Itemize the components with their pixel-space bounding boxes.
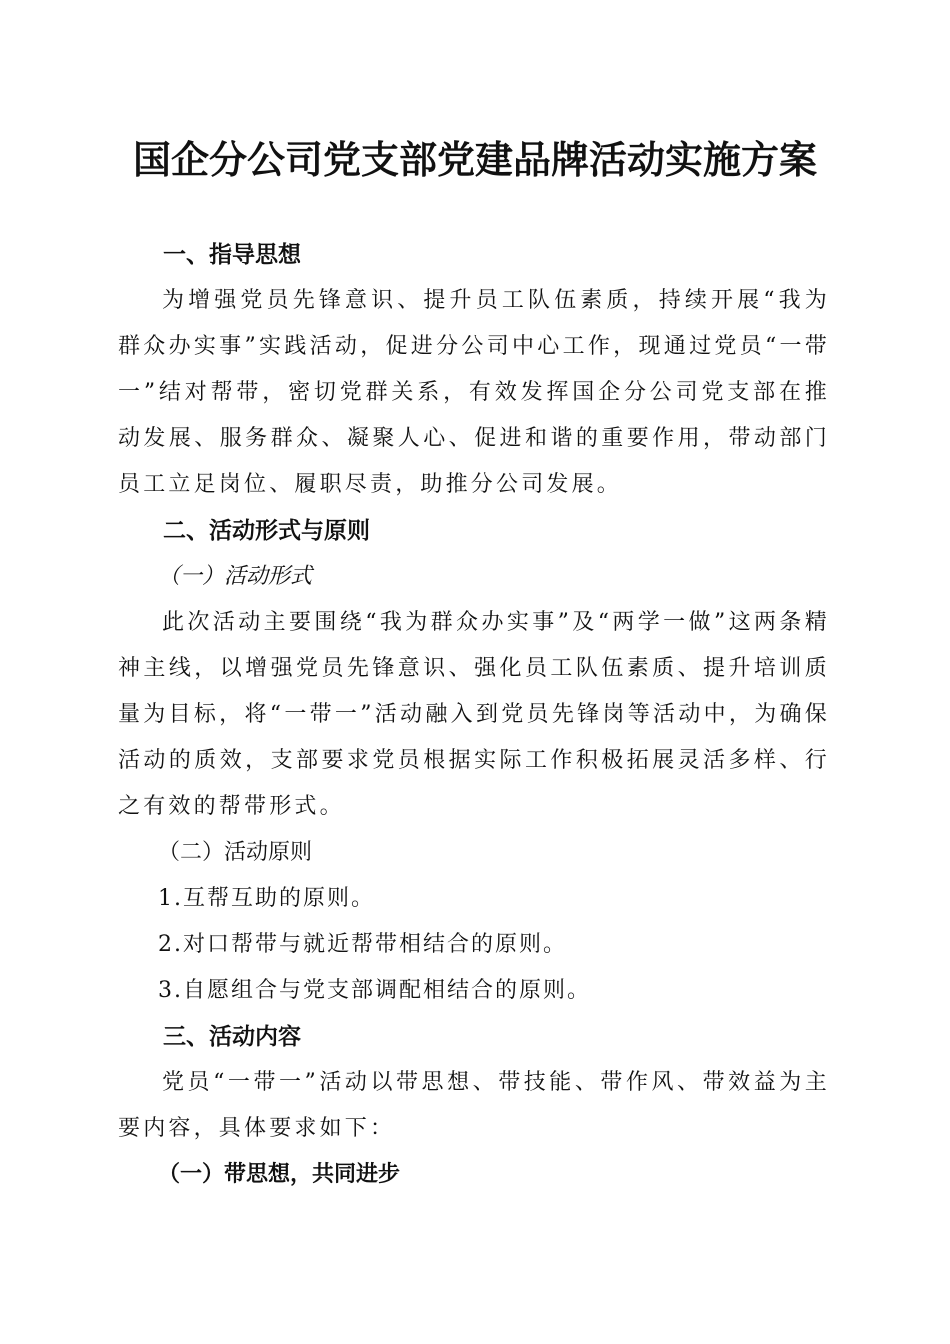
document-title: 国企分公司党支部党建品牌活动实施方案 [132, 137, 817, 182]
principle-item: 1.互帮互助的原则。 [158, 886, 375, 911]
principle-item: 3.自愿组合与党支部调配相结合的原则。 [158, 978, 591, 1003]
section-paragraph-activity-content: 党员“一带一”活动以带思想、带技能、带作风、带效益为主要内容，具体要求如下： [118, 1070, 830, 1141]
principle-item: 2.对口帮带与就近帮带相结合的原则。 [158, 932, 567, 957]
subsection-paragraph-activity-form: 此次活动主要围绕“我为群众办实事”及“两学一做”这两条精神主线，以增强党员先锋意识、强化员工队伍素质、提升培训质量为目标，将“一带一”活动融入到党员先锋岗等活动中，为确保活动的质效，支部要求党员根据实际工作积极拓展灵活多样、行之有效的帮带形式。 [118, 610, 830, 819]
section-heading-activity-form-principles: 二、活动形式与原则 [163, 518, 370, 544]
subsection-heading-lead-thinking: （一）带思想，共同进步 [158, 1162, 401, 1187]
section-heading-activity-content: 三、活动内容 [163, 1024, 301, 1050]
subsection-heading-activity-form: （一）活动形式 [158, 564, 313, 589]
section-paragraph-guiding-ideology: 为增强党员先锋意识、提升员工队伍素质，持续开展“我为群众办实事”实践活动，促进分公司中心工作，现通过党员“一带一”结对帮带，密切党群关系，有效发挥国企分公司党支部在推动发展、服务群众、凝聚人心、促进和谐的重要作用，带动部门员工立足岗位、履职尽责，助推分公司发展。 [118, 288, 830, 497]
section-heading-guiding-ideology: 一、指导思想 [163, 242, 301, 268]
subsection-heading-activity-principles: （二）活动原则 [158, 840, 313, 865]
document-body [118, 232, 830, 1198]
